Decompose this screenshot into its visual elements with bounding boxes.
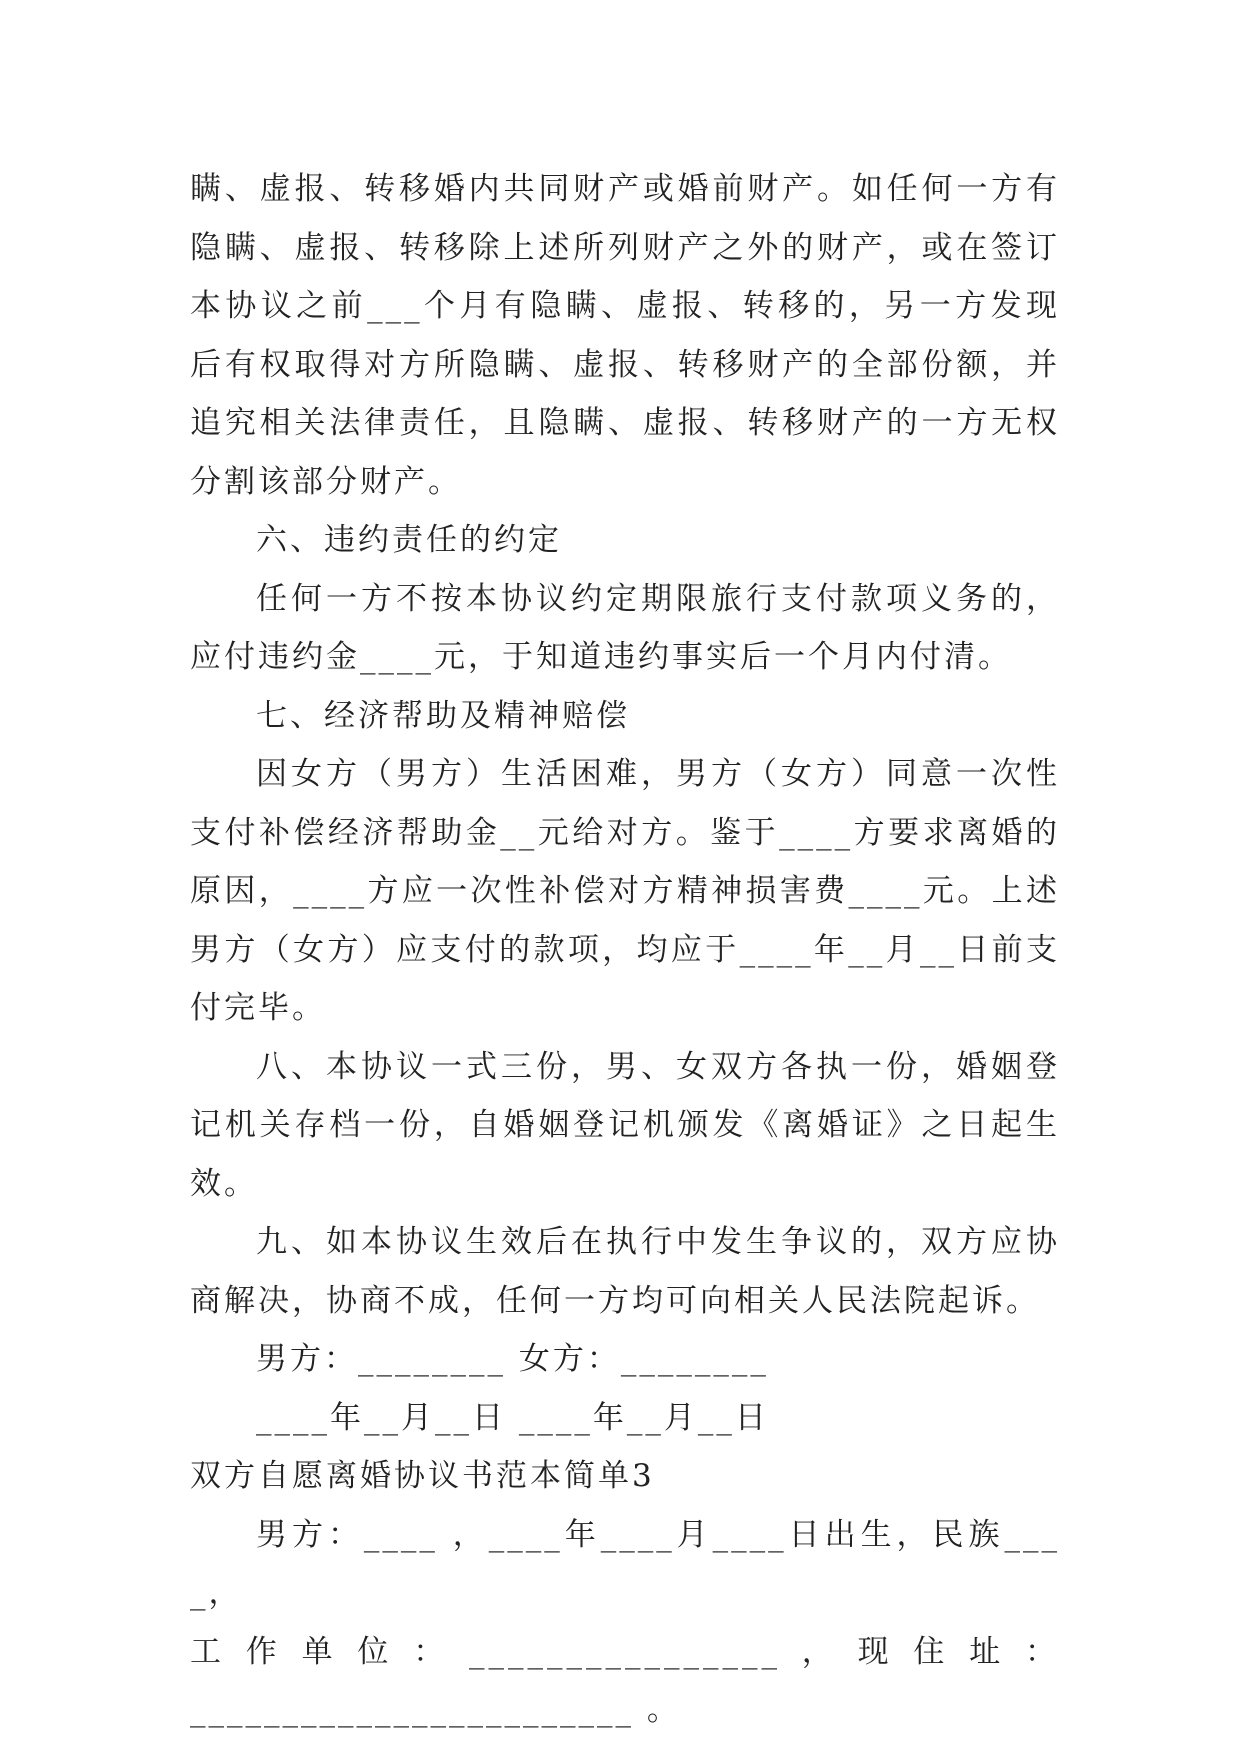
party-male-address-blank: ________________________ 。	[190, 1692, 681, 1728]
section-title-template-3: 双方自愿离婚协议书范本简单3	[190, 1458, 655, 1494]
party-male-work-address: 工作单位：________________，现住址：	[190, 1633, 1060, 1670]
paragraph-economic-aid: 因女方（男方）生活困难，男方（女方）同意一次性支付补偿经济帮助金__元给对方。鉴于____方要求离婚的原因，____方应一次性补偿对方精神损害费____元。上述男方（女方）应支付的款项，均应于____年__月__日前支付完毕。	[190, 756, 1060, 1026]
signature-line: 男方：________ 女方：________	[256, 1341, 769, 1377]
paragraph-copies-clause: 八、本协议一式三份，男、女双方各执一份，婚姻登记机关存档一份，自婚姻登记机颁发《离婚证》之日起生效。	[190, 1048, 1060, 1202]
party-male-info: 男方：____ ，____年____月____日出生，民族____，	[190, 1516, 1060, 1611]
paragraph-breach-penalty: 任何一方不按本协议约定期限旅行支付款项义务的，应付违约金____元，于知道违约事实后一个月内付清。	[190, 580, 1060, 675]
signature-date-line: ____年__月__日 ____年__月__日	[256, 1399, 769, 1436]
paragraph-concealment-clause: 瞒、虚报、转移婚内共同财产或婚前财产。如任何一方有隐瞒、虚报、转移除上述所列财产之外的财产，或在签订本协议之前___个月有隐瞒、虚报、转移的，另一方发现后有权取得对方所隐瞒、虚报、转移财产的全部份额，并追究相关法律责任，且隐瞒、虚报、转移财产的一方无权分割该部分财产。	[190, 171, 1060, 500]
heading-breach-liability: 六、违约责任的约定	[256, 522, 562, 558]
heading-economic-aid: 七、经济帮助及精神赔偿	[256, 697, 630, 734]
document-body	[190, 160, 1060, 1740]
paragraph-dispute-clause: 九、如本协议生效后在执行中发生争议的，双方应协商解决，协商不成，任何一方均可向相关人民法院起诉。	[190, 1224, 1060, 1319]
